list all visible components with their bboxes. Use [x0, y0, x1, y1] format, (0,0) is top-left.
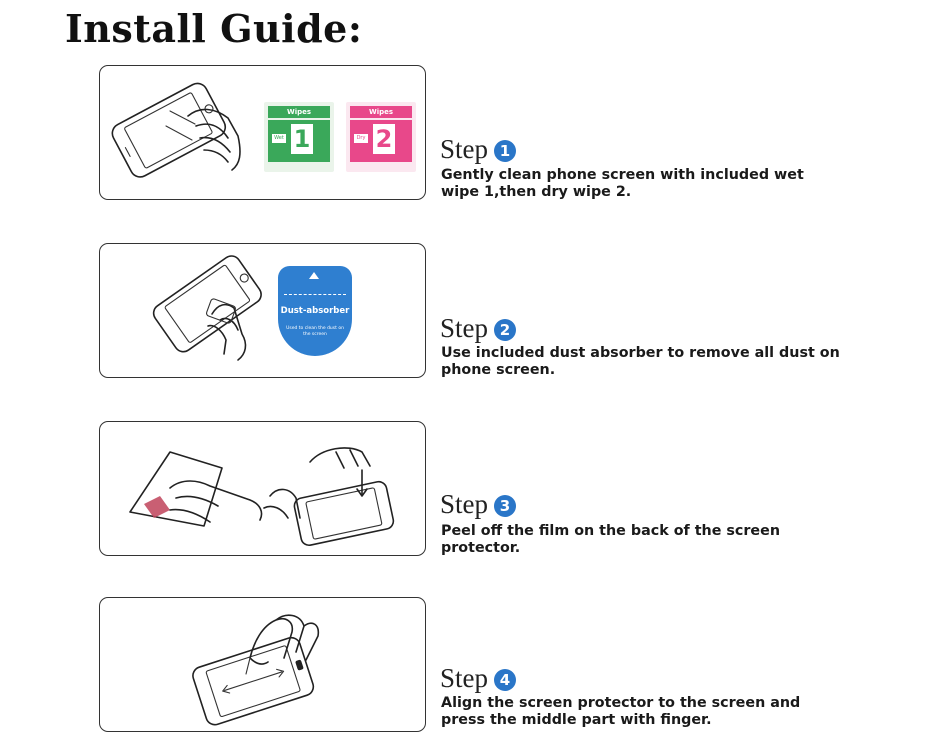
step-4-illustration-panel: [99, 597, 426, 732]
dry-wipe-pack: [346, 102, 416, 172]
step-3-illustration-panel: [99, 421, 426, 556]
step-2-description: Use included dust absorber to remove all dust on phone screen.: [441, 345, 840, 378]
dust-absorber-sticker: [278, 266, 352, 356]
wet-wipe-pack: [264, 102, 334, 172]
step-4-label: Step: [440, 663, 489, 693]
step-3-description: Peel off the film on the back of the screen protector.: [441, 523, 781, 556]
step-4-number-badge: 4: [494, 669, 516, 691]
dry-wipe-number: 2: [373, 124, 395, 154]
dry-wipe-pack-header: Wipes: [350, 106, 412, 118]
peel-film-illustration: [100, 422, 426, 556]
step-4-heading: [440, 663, 516, 694]
step-3-number-badge: 3: [494, 495, 516, 517]
wet-wipe-number: 1: [291, 124, 313, 154]
step-2-number-badge: 2: [494, 319, 516, 341]
step-1-description: Gently clean phone screen with included wet wipe 1,then dry wipe 2.: [441, 167, 804, 200]
step-1-number-badge: 1: [494, 140, 516, 162]
step-3-label: Step: [440, 489, 489, 519]
sticker-dashed-line: [284, 294, 346, 295]
step-1-heading: [440, 134, 516, 165]
step-1-illustration-panel: [99, 65, 426, 200]
wet-wipe-tag: Wet: [272, 134, 286, 143]
step-1-label: Step: [440, 134, 489, 164]
align-and-press-illustration: [100, 598, 426, 732]
step-3-heading: [440, 489, 516, 520]
wet-wipe-pack-header: Wipes: [268, 106, 330, 118]
step-4-description: Align the screen protector to the screen and press the middle part with finger.: [441, 695, 801, 728]
step-2-illustration-panel: [99, 243, 426, 378]
dust-absorber-ring-text: Used to clean the dust on the screen: [286, 326, 344, 337]
dust-absorber-illustration: [100, 244, 426, 378]
sticker-top-mark: [309, 272, 319, 279]
dry-wipe-tag: Dry: [354, 134, 368, 143]
page-title: Install Guide:: [65, 6, 363, 51]
dust-absorber-label: Dust-absorber: [280, 306, 350, 316]
step-2-heading: [440, 313, 516, 344]
step-2-label: Step: [440, 313, 489, 343]
